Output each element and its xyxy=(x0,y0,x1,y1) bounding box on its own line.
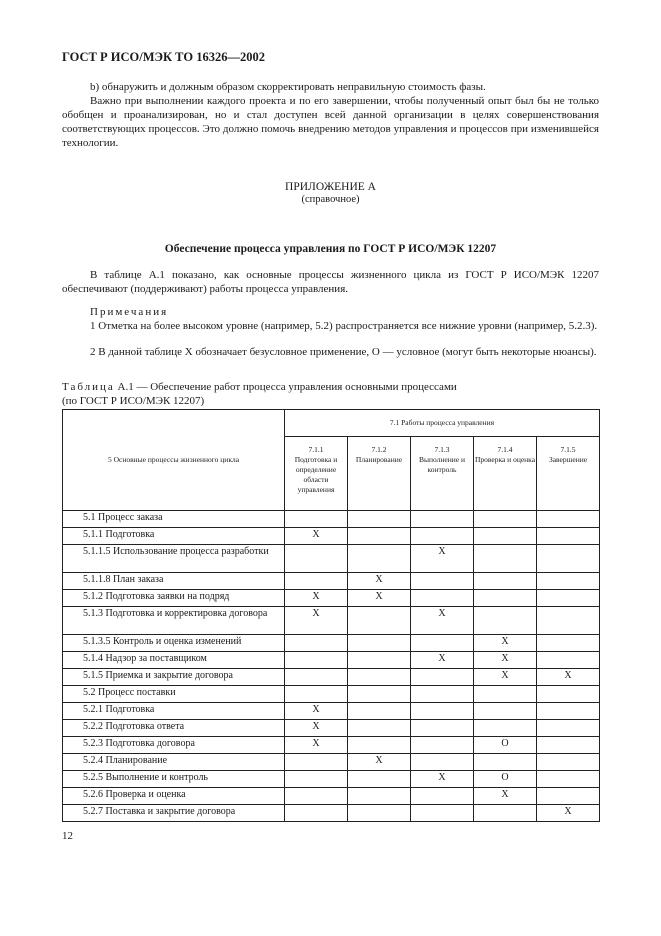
column-code: 7.1.3 xyxy=(434,445,450,454)
mark-cell xyxy=(474,545,537,573)
mark-cell xyxy=(348,788,411,805)
process-name-cell: 5.1.1.5 Использование процесса разработки xyxy=(63,545,285,573)
mark-cell xyxy=(474,590,537,607)
mark-cell xyxy=(348,703,411,720)
process-name-cell: 5.2.2 Подготовка ответа xyxy=(63,720,285,737)
mark-cell: X xyxy=(285,528,348,545)
table-caption-line2: (по ГОСТ Р ИСО/МЭК 12207) xyxy=(62,395,205,407)
document-header: ГОСТ Р ИСО/МЭК ТО 16326—2002 xyxy=(62,50,265,64)
row-header-cell: 5 Основные процессы жизненного цикла xyxy=(63,410,285,511)
table-row xyxy=(63,703,600,720)
mark-cell: X xyxy=(411,771,474,788)
mark-cell xyxy=(537,652,600,669)
mark-cell xyxy=(411,511,474,528)
mark-cell xyxy=(474,805,537,822)
paragraph-experience: Важно при выполнении каждого проекта и по его завершении, чтобы полученный опыт был бы не только обобщен и проанализирован, но и стал доступен всей данной организации в целях совершенствования соответствующих процессов. Это должно помочь внедрению методов управления и процессов при изменившейся технологии. xyxy=(62,95,599,149)
mark-cell xyxy=(411,754,474,771)
table-row xyxy=(63,635,600,652)
table-row xyxy=(63,590,600,607)
mark-cell: X xyxy=(285,703,348,720)
column-header-7.1.5 xyxy=(537,437,600,511)
table-row xyxy=(63,686,600,703)
mark-cell: X xyxy=(348,573,411,590)
mark-cell xyxy=(348,720,411,737)
mark-cell xyxy=(537,754,600,771)
mark-cell xyxy=(348,686,411,703)
mark-cell: X xyxy=(474,669,537,686)
table-row xyxy=(63,545,600,573)
mark-cell: X xyxy=(537,669,600,686)
mark-cell xyxy=(348,607,411,635)
process-name-cell: 5.1 Процесс заказа xyxy=(63,511,285,528)
mark-cell xyxy=(411,686,474,703)
mark-cell: О xyxy=(474,771,537,788)
process-name-cell: 5.2.7 Поставка и закрытие договора xyxy=(63,805,285,822)
mark-cell xyxy=(348,545,411,573)
mark-cell: X xyxy=(411,545,474,573)
mark-cell xyxy=(474,607,537,635)
mark-cell: X xyxy=(348,590,411,607)
mark-cell xyxy=(537,703,600,720)
column-code: 7.1.4 xyxy=(497,445,513,454)
column-name: Планирование xyxy=(355,455,403,464)
process-name-cell: 5.2.5 Выполнение и контроль xyxy=(63,771,285,788)
mark-cell: X xyxy=(285,737,348,754)
page-number: 12 xyxy=(62,830,73,842)
table-row xyxy=(63,737,600,754)
process-name-cell: 5.1.2 Подготовка заявки на подряд xyxy=(63,590,285,607)
column-code: 7.1.5 xyxy=(560,445,576,454)
table-row xyxy=(63,788,600,805)
mark-cell xyxy=(411,737,474,754)
mark-cell xyxy=(348,669,411,686)
column-header-7.1.2 xyxy=(348,437,411,511)
table-row xyxy=(63,652,600,669)
table-row xyxy=(63,573,600,590)
mark-cell: X xyxy=(411,607,474,635)
process-name-cell: 5.2.4 Планирование xyxy=(63,754,285,771)
mark-cell xyxy=(348,528,411,545)
column-name: Подготовка и определение области управления xyxy=(294,455,338,494)
mark-cell xyxy=(474,754,537,771)
mark-cell xyxy=(285,511,348,528)
mark-cell xyxy=(285,805,348,822)
mark-cell xyxy=(411,669,474,686)
mark-cell xyxy=(411,720,474,737)
mark-cell xyxy=(348,511,411,528)
mark-cell xyxy=(411,573,474,590)
note-2: 2 В данной таблице X обозначает безусловное применение, О — условное (могут быть некоторые нюансы). xyxy=(90,346,597,358)
process-name-cell: 5.2.3 Подготовка договора xyxy=(63,737,285,754)
mark-cell xyxy=(537,686,600,703)
process-name-cell: 5.1.4 Надзор за поставщиком xyxy=(63,652,285,669)
table-row xyxy=(63,805,600,822)
mark-cell xyxy=(474,511,537,528)
mark-cell xyxy=(537,771,600,788)
process-name-cell: 5.2.6 Проверка и оценка xyxy=(63,788,285,805)
process-name-cell: 5.1.5 Приемка и закрытие договора xyxy=(63,669,285,686)
mark-cell xyxy=(411,528,474,545)
notes-title: Примечания xyxy=(90,306,169,318)
mark-cell: X xyxy=(285,720,348,737)
mark-cell: X xyxy=(285,590,348,607)
appendix-subtitle: (справочное) xyxy=(301,194,360,205)
column-header-7.1.4 xyxy=(474,437,537,511)
column-header-7.1.3 xyxy=(411,437,474,511)
mark-cell: X xyxy=(348,754,411,771)
table-row xyxy=(63,607,600,635)
mark-cell: X xyxy=(411,652,474,669)
mark-cell xyxy=(537,590,600,607)
mark-cell xyxy=(411,703,474,720)
mark-cell xyxy=(348,805,411,822)
table-row xyxy=(63,754,600,771)
mark-cell xyxy=(348,635,411,652)
mark-cell xyxy=(537,511,600,528)
table-row xyxy=(63,771,600,788)
appendix-title: ПРИЛОЖЕНИЕ А xyxy=(285,181,376,193)
mark-cell xyxy=(285,771,348,788)
mark-cell xyxy=(474,686,537,703)
process-name-cell: 5.1.1.8 План заказа xyxy=(63,573,285,590)
mark-cell xyxy=(537,607,600,635)
mark-cell xyxy=(474,720,537,737)
mark-cell: X xyxy=(474,635,537,652)
mark-cell xyxy=(537,573,600,590)
mark-cell: О xyxy=(474,737,537,754)
process-name-cell: 5.2.1 Подготовка xyxy=(63,703,285,720)
table-caption-line1: А.1 — Обеспечение работ процесса управления основными процессами xyxy=(117,381,457,393)
mark-cell xyxy=(474,573,537,590)
mark-cell xyxy=(285,573,348,590)
note-1: 1 Отметка на более высоком уровне (например, 5.2) распространяется все нижние уровни (например, 5.2.3). xyxy=(90,320,598,332)
column-header-7.1.1 xyxy=(285,437,348,511)
process-name-cell: 5.1.3 Подготовка и корректировка договора xyxy=(63,607,285,635)
mark-cell xyxy=(411,788,474,805)
mark-cell xyxy=(474,703,537,720)
process-name-cell: 5.1.3.5 Контроль и оценка изменений xyxy=(63,635,285,652)
appendix-intro: В таблице А.1 показано, как основные процессы жизненного цикла из ГОСТ Р ИСО/МЭК 12207 обеспечивают (поддерживают) работы процесса управления. xyxy=(62,269,599,295)
column-name: Выполнение и контроль xyxy=(418,455,466,474)
mark-cell xyxy=(285,635,348,652)
mark-cell: X xyxy=(474,652,537,669)
mark-cell xyxy=(348,737,411,754)
group-header-cell: 7.1 Работы процесса управления xyxy=(285,410,600,437)
mark-cell xyxy=(537,635,600,652)
mark-cell xyxy=(411,805,474,822)
column-name: Проверка и оценка xyxy=(474,455,536,464)
paragraph-b: b) обнаружить и должным образом скорректировать неправильную стоимость фазы. xyxy=(90,81,486,93)
process-table xyxy=(62,409,600,822)
mark-cell xyxy=(285,754,348,771)
process-name-cell: 5.1.1 Подготовка xyxy=(63,528,285,545)
mark-cell xyxy=(537,788,600,805)
mark-cell: X xyxy=(537,805,600,822)
mark-cell xyxy=(285,545,348,573)
table-row xyxy=(63,720,600,737)
table-caption-prefix: Таблица xyxy=(62,381,115,393)
mark-cell xyxy=(285,788,348,805)
mark-cell xyxy=(474,528,537,545)
column-code: 7.1.2 xyxy=(371,445,387,454)
mark-cell xyxy=(348,771,411,788)
mark-cell xyxy=(537,528,600,545)
column-code: 7.1.1 xyxy=(308,445,324,454)
process-name-cell: 5.2 Процесс поставки xyxy=(63,686,285,703)
mark-cell xyxy=(411,590,474,607)
mark-cell xyxy=(285,686,348,703)
mark-cell: X xyxy=(285,607,348,635)
table-row xyxy=(63,528,600,545)
table-row xyxy=(63,669,600,686)
mark-cell xyxy=(285,669,348,686)
mark-cell: X xyxy=(474,788,537,805)
column-name: Завершение xyxy=(548,455,588,464)
table-caption xyxy=(62,380,599,408)
mark-cell xyxy=(537,737,600,754)
mark-cell xyxy=(285,652,348,669)
mark-cell xyxy=(411,635,474,652)
appendix-heading: Обеспечение процесса управления по ГОСТ Р ИСО/МЭК 12207 xyxy=(164,243,497,255)
mark-cell xyxy=(348,652,411,669)
mark-cell xyxy=(537,720,600,737)
mark-cell xyxy=(537,545,600,573)
table-row xyxy=(63,511,600,528)
